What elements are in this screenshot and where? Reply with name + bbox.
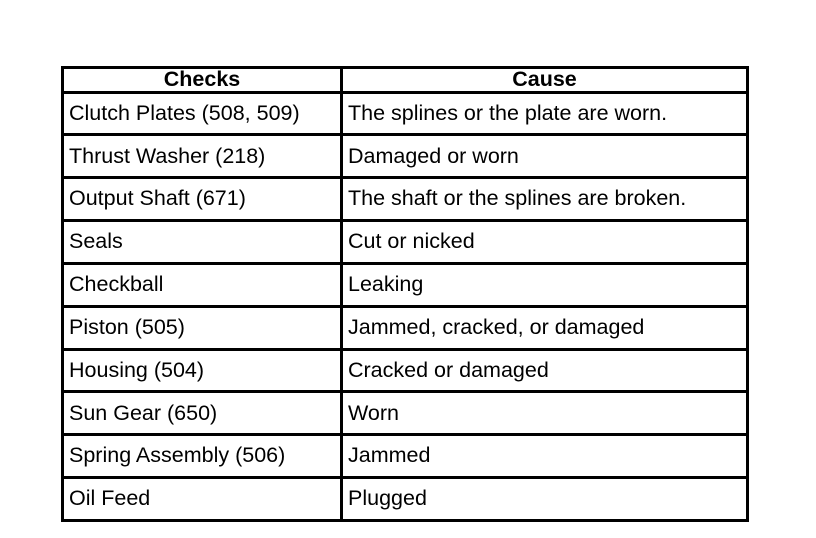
checks-cause-table — [61, 66, 749, 522]
cell-check: Sun Gear (650) — [64, 393, 340, 433]
table-row — [64, 179, 746, 219]
header-cause: Cause — [343, 69, 746, 91]
cell-check: Seals — [64, 222, 340, 262]
cell-cause: The shaft or the splines are broken. — [343, 179, 746, 219]
table-row — [64, 393, 746, 433]
cell-check: Thrust Washer (218) — [64, 136, 340, 176]
cell-cause: Jammed, cracked, or damaged — [343, 308, 746, 348]
cell-cause: Worn — [343, 393, 746, 433]
cell-check: Clutch Plates (508, 509) — [64, 94, 340, 134]
cell-check: Spring Assembly (506) — [64, 436, 340, 476]
table-row — [64, 308, 746, 348]
cell-cause: Damaged or worn — [343, 136, 746, 176]
cell-check: Checkball — [64, 265, 340, 305]
table-row — [64, 479, 746, 519]
cell-check: Oil Feed — [64, 479, 340, 519]
table-row — [64, 351, 746, 391]
cell-check: Housing (504) — [64, 351, 340, 391]
checks-cause-table-container — [61, 66, 749, 522]
header-checks: Checks — [64, 69, 340, 91]
cell-check: Output Shaft (671) — [64, 179, 340, 219]
cell-cause: The splines or the plate are worn. — [343, 94, 746, 134]
cell-cause: Leaking — [343, 265, 746, 305]
table-row — [64, 136, 746, 176]
cell-cause: Jammed — [343, 436, 746, 476]
table-header-row — [64, 69, 746, 91]
table-row — [64, 436, 746, 476]
cell-cause: Cracked or damaged — [343, 351, 746, 391]
table-row — [64, 265, 746, 305]
table-row — [64, 222, 746, 262]
table-row — [64, 94, 746, 134]
cell-check: Piston (505) — [64, 308, 340, 348]
cell-cause: Plugged — [343, 479, 746, 519]
cell-cause: Cut or nicked — [343, 222, 746, 262]
